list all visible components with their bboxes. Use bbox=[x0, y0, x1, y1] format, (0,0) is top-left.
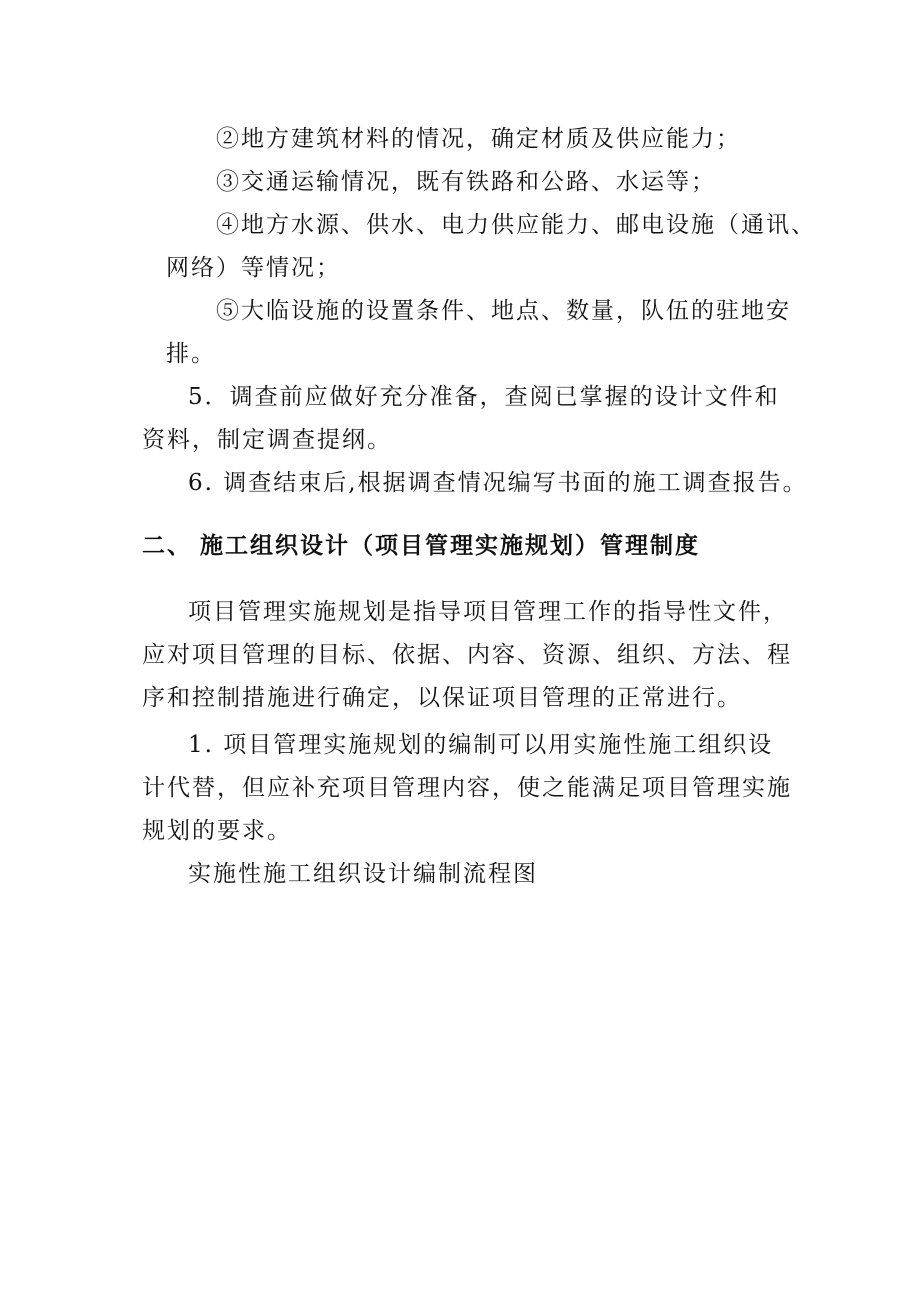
paragraph-item-5-cont: 资料，制定调查提纲。 bbox=[142, 427, 392, 453]
section-heading: 施工组织设计（项目管理实施规划）管理制度 bbox=[200, 533, 700, 559]
body-paragraph-line-1: 项目管理实施规划是指导项目管理工作的指导性文件， bbox=[188, 599, 788, 625]
list-item-transport: ③交通运输情况，既有铁路和公路、水运等； bbox=[216, 169, 716, 195]
numbered-item-1-cont: 计代替，但应补充项目管理内容，使之能满足项目管理实施 bbox=[142, 775, 792, 801]
paragraph-item-5: 5．调查前应做好充分准备，查阅已掌握的设计文件和 bbox=[188, 384, 780, 410]
figure-caption: 实施性施工组织设计编制流程图 bbox=[188, 861, 538, 887]
list-item-temporary-facilities: ⑤大临设施的设置条件、地点、数量，队伍的驻地安 bbox=[216, 298, 791, 324]
body-paragraph-line-2: 应对项目管理的目标、依据、内容、资源、组织、方法、程 bbox=[142, 642, 792, 668]
list-item-temporary-facilities-cont: 排。 bbox=[166, 341, 216, 367]
numbered-item-1: 1. 项目管理实施规划的编制可以用实施性施工组织设 bbox=[188, 732, 774, 758]
list-item-local-materials: ②地方建筑材料的情况，确定材质及供应能力； bbox=[216, 126, 741, 152]
section-number: 二、 bbox=[142, 533, 192, 559]
paragraph-item-6: 6. 调查结束后,根据调查情况编写书面的施工调查报告。 bbox=[188, 470, 808, 496]
numbered-item-1-cont-2: 规划的要求。 bbox=[142, 818, 292, 844]
list-item-water-power: ④地方水源、供水、电力供应能力、邮电设施（通讯、 bbox=[216, 212, 816, 238]
body-paragraph-line-3: 序和控制措施进行确定，以保证项目管理的正常进行。 bbox=[142, 685, 742, 711]
list-item-water-power-cont: 网络）等情况； bbox=[166, 255, 341, 281]
